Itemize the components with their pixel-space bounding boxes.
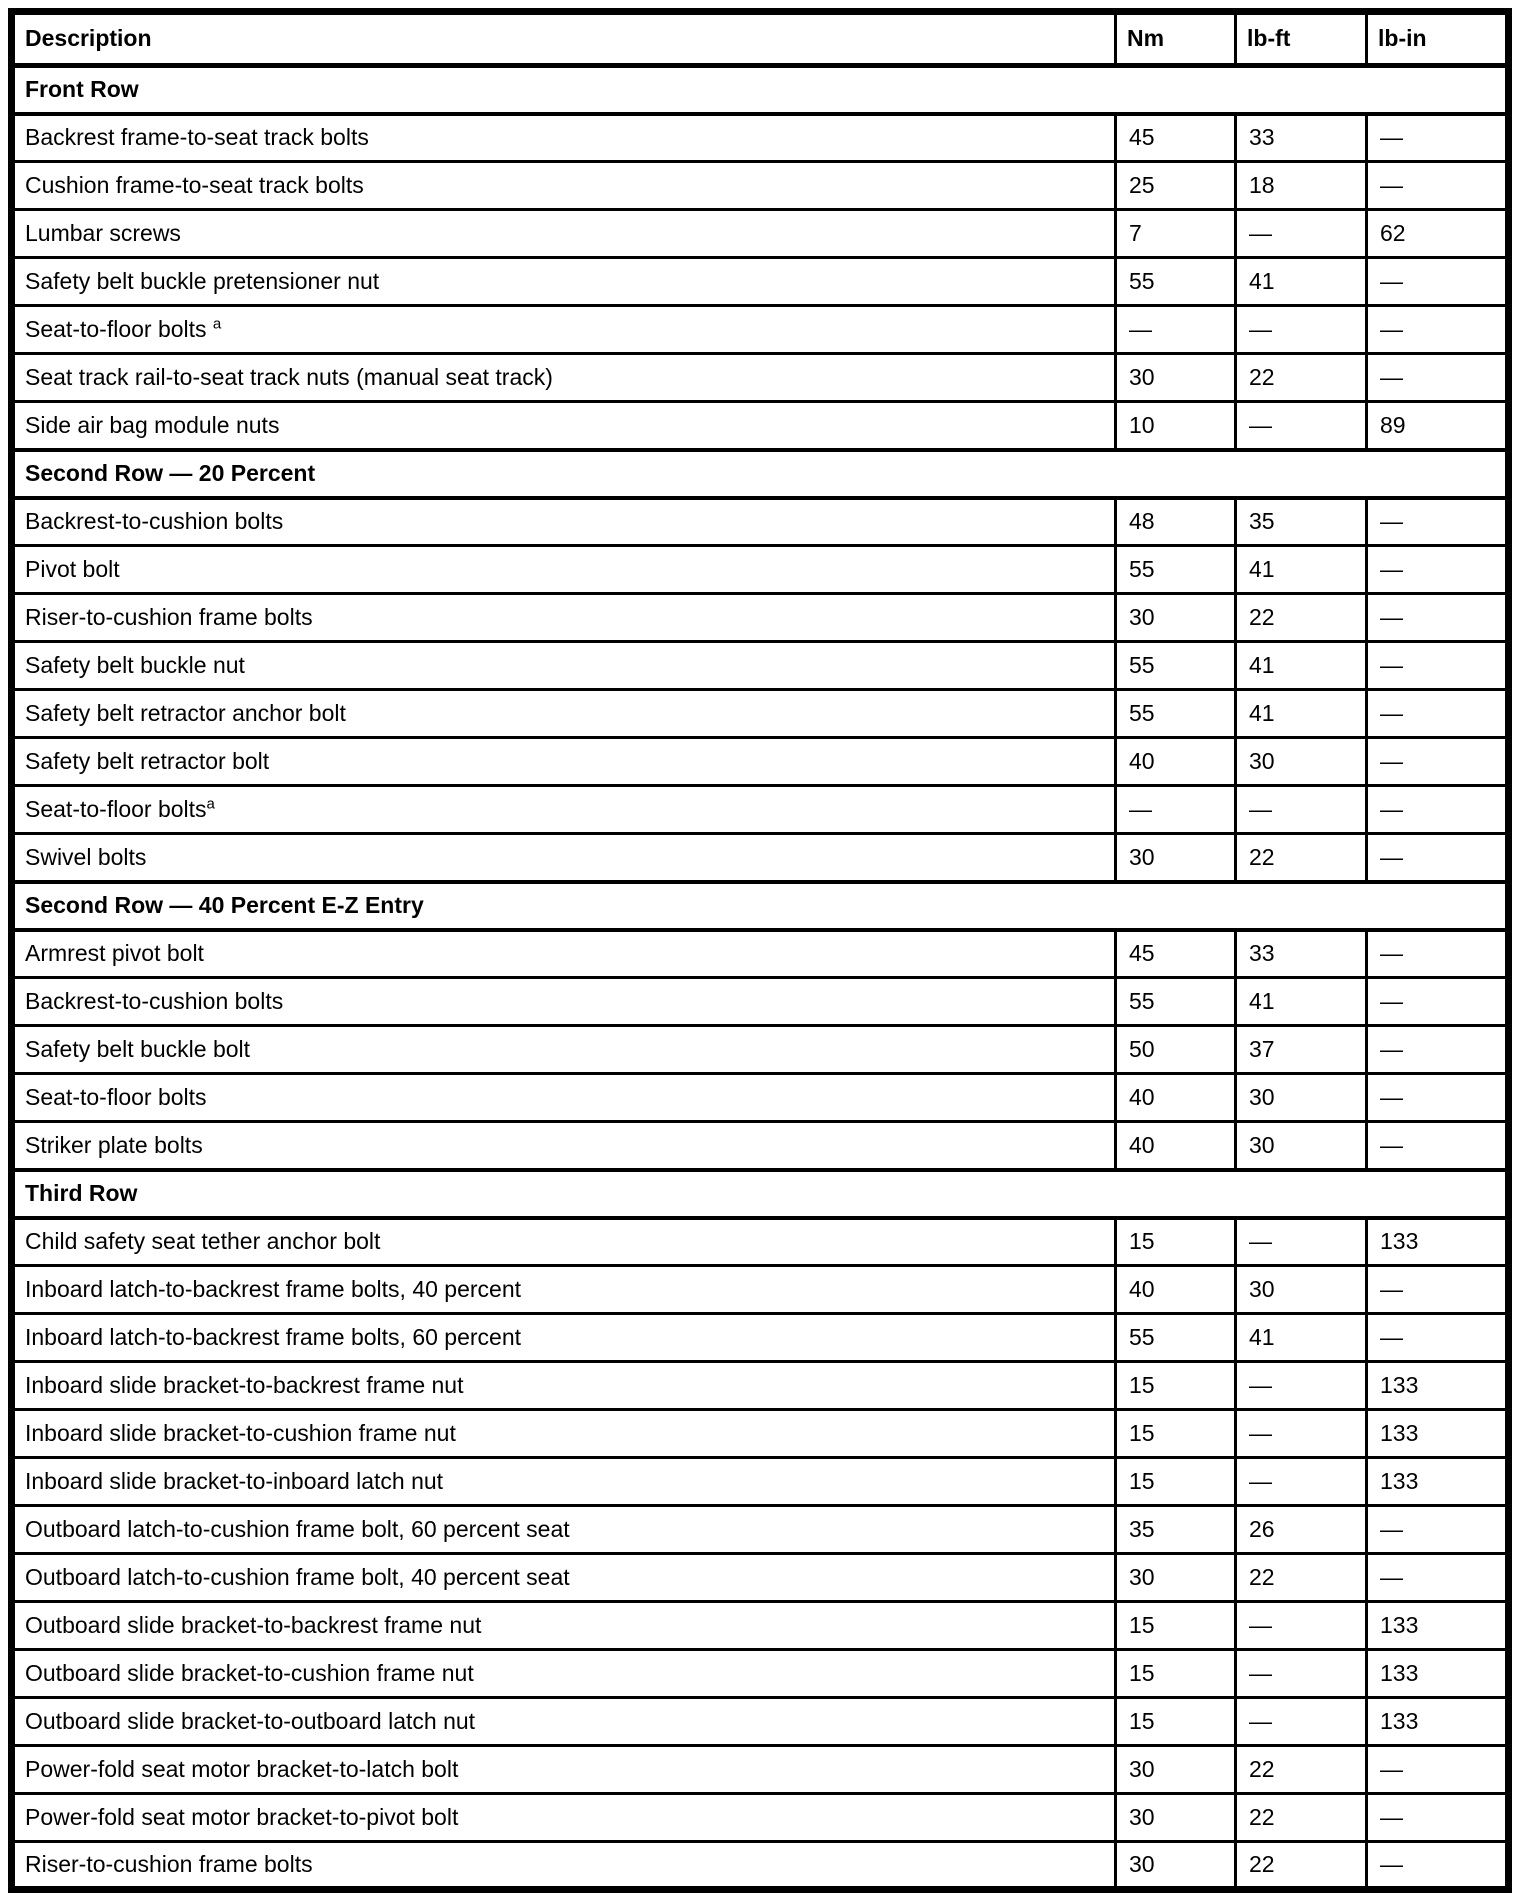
lbin-value-cell: — (1367, 786, 1509, 834)
description-text: Outboard slide bracket-to-cushion frame nut (25, 1659, 474, 1686)
lbft-value-cell: 41 (1236, 690, 1367, 738)
description-cell (12, 978, 1116, 1026)
description-text: Seat-to-floor bolts (25, 1083, 207, 1110)
description-cell (12, 1842, 1116, 1890)
lbin-value-cell: — (1367, 738, 1509, 786)
lbft-value-cell: 26 (1236, 1506, 1367, 1554)
table-row (12, 1410, 1509, 1458)
nm-value-cell: 7 (1116, 210, 1236, 258)
lbft-value-cell: 22 (1236, 354, 1367, 402)
table-row (12, 402, 1509, 450)
table-row (12, 978, 1509, 1026)
lbin-value-cell: — (1367, 306, 1509, 354)
table-row (12, 306, 1509, 354)
lbin-value-cell: — (1367, 1506, 1509, 1554)
table-row (12, 258, 1509, 306)
description-cell (12, 1794, 1116, 1842)
table-row (12, 1362, 1509, 1410)
lbin-value-cell: — (1367, 1314, 1509, 1362)
description-cell (12, 354, 1116, 402)
lbin-value-cell: — (1367, 1554, 1509, 1602)
description-text: Lumbar screws (25, 219, 181, 246)
lbft-value-cell: 41 (1236, 1314, 1367, 1362)
description-cell (12, 1650, 1116, 1698)
lbft-value-cell: 30 (1236, 738, 1367, 786)
lbft-value-cell: 41 (1236, 258, 1367, 306)
description-cell (12, 834, 1116, 882)
description-cell (12, 114, 1116, 162)
description-text: Backrest-to-cushion bolts (25, 987, 284, 1014)
lbin-value-cell: — (1367, 690, 1509, 738)
nm-value-cell: 15 (1116, 1602, 1236, 1650)
footnote-marker: a (212, 315, 222, 333)
lbft-value-cell: 41 (1236, 546, 1367, 594)
description-text: Seat-to-floor bolts (25, 315, 213, 342)
table-row (12, 498, 1509, 546)
description-text: Safety belt buckle nut (25, 651, 245, 678)
table-row (12, 1266, 1509, 1314)
nm-value-cell: 15 (1116, 1458, 1236, 1506)
lbft-value-cell: — (1236, 1410, 1367, 1458)
description-cell (12, 402, 1116, 450)
nm-value-cell: 45 (1116, 114, 1236, 162)
lbft-value-cell: 22 (1236, 594, 1367, 642)
description-text: Safety belt retractor anchor bolt (25, 699, 346, 726)
description-text: Backrest-to-cushion bolts (25, 508, 284, 535)
table-row (12, 1506, 1509, 1554)
description-cell (12, 1362, 1116, 1410)
nm-value-cell: 35 (1116, 1506, 1236, 1554)
table-row (12, 834, 1509, 882)
nm-value-cell: 30 (1116, 834, 1236, 882)
description-cell (12, 642, 1116, 690)
column-header-lbft: lb-ft (1236, 12, 1367, 66)
lbin-value-cell: 133 (1367, 1602, 1509, 1650)
lbin-value-cell: — (1367, 258, 1509, 306)
table-row (12, 1602, 1509, 1650)
section-header-row (12, 1170, 1509, 1218)
nm-value-cell: 30 (1116, 1794, 1236, 1842)
lbft-value-cell: 41 (1236, 978, 1367, 1026)
description-cell (12, 306, 1116, 354)
description-text: Backrest frame-to-seat track bolts (25, 124, 369, 151)
description-cell (12, 1746, 1116, 1794)
table-row (12, 1746, 1509, 1794)
table-row (12, 1218, 1509, 1266)
table-row (12, 210, 1509, 258)
description-cell (12, 594, 1116, 642)
table-row (12, 690, 1509, 738)
lbin-value-cell: — (1367, 642, 1509, 690)
lbft-value-cell: — (1236, 306, 1367, 354)
nm-value-cell: 15 (1116, 1410, 1236, 1458)
description-text: Inboard slide bracket-to-backrest frame nut (25, 1371, 464, 1398)
table-row (12, 114, 1509, 162)
description-cell (12, 162, 1116, 210)
table-header (12, 12, 1509, 66)
lbft-value-cell: 37 (1236, 1026, 1367, 1074)
section-header-row (12, 450, 1509, 498)
nm-value-cell: — (1116, 786, 1236, 834)
description-text: Seat track rail-to-seat track nuts (manual seat track) (25, 363, 553, 390)
description-text: Outboard slide bracket-to-outboard latch nut (25, 1707, 476, 1734)
description-text: Safety belt retractor bolt (25, 747, 270, 774)
lbin-value-cell: 133 (1367, 1698, 1509, 1746)
nm-value-cell: 55 (1116, 546, 1236, 594)
nm-value-cell: 30 (1116, 594, 1236, 642)
nm-value-cell: 30 (1116, 1554, 1236, 1602)
lbin-value-cell: — (1367, 1842, 1509, 1890)
description-cell (12, 258, 1116, 306)
lbin-value-cell: — (1367, 114, 1509, 162)
description-cell (12, 1506, 1116, 1554)
nm-value-cell: 55 (1116, 258, 1236, 306)
description-cell (12, 1602, 1116, 1650)
lbin-value-cell: — (1367, 1122, 1509, 1170)
description-cell (12, 1314, 1116, 1362)
lbft-value-cell: 30 (1236, 1074, 1367, 1122)
nm-value-cell: 30 (1116, 354, 1236, 402)
column-header-nm: Nm (1116, 12, 1236, 66)
description-cell (12, 930, 1116, 978)
lbin-value-cell: — (1367, 354, 1509, 402)
table-row (12, 642, 1509, 690)
table-row (12, 1074, 1509, 1122)
description-text: Cushion frame-to-seat track bolts (25, 171, 364, 198)
description-text: Seat-to-floor bolts (25, 795, 207, 822)
lbin-value-cell: — (1367, 162, 1509, 210)
description-cell (12, 1026, 1116, 1074)
nm-value-cell: 25 (1116, 162, 1236, 210)
lbin-value-cell: — (1367, 1794, 1509, 1842)
nm-value-cell: 55 (1116, 690, 1236, 738)
description-text: Outboard slide bracket-to-backrest frame nut (25, 1611, 482, 1638)
table-row (12, 1122, 1509, 1170)
nm-value-cell: 30 (1116, 1746, 1236, 1794)
lbft-value-cell: — (1236, 786, 1367, 834)
table-row (12, 594, 1509, 642)
lbin-value-cell: — (1367, 930, 1509, 978)
description-cell (12, 1074, 1116, 1122)
lbft-value-cell: 30 (1236, 1122, 1367, 1170)
table-row (12, 546, 1509, 594)
nm-value-cell: 15 (1116, 1218, 1236, 1266)
table-row (12, 1650, 1509, 1698)
table-row (12, 1314, 1509, 1362)
column-header-lbin: lb-in (1367, 12, 1509, 66)
table-row (12, 162, 1509, 210)
section-title: Front Row (12, 66, 1509, 114)
lbin-value-cell: — (1367, 498, 1509, 546)
nm-value-cell: 15 (1116, 1362, 1236, 1410)
description-text: Outboard latch-to-cushion frame bolt, 40 percent seat (25, 1563, 570, 1590)
section-title: Third Row (12, 1170, 1509, 1218)
description-cell (12, 738, 1116, 786)
lbin-value-cell: — (1367, 594, 1509, 642)
table-row (12, 1554, 1509, 1602)
description-text: Swivel bolts (25, 843, 147, 870)
lbft-value-cell: 22 (1236, 1794, 1367, 1842)
lbft-value-cell: 41 (1236, 642, 1367, 690)
lbin-value-cell: 133 (1367, 1218, 1509, 1266)
lbin-value-cell: 133 (1367, 1410, 1509, 1458)
lbin-value-cell: 89 (1367, 402, 1509, 450)
nm-value-cell: 15 (1116, 1698, 1236, 1746)
lbin-value-cell: — (1367, 1746, 1509, 1794)
description-cell (12, 210, 1116, 258)
nm-value-cell: 30 (1116, 1842, 1236, 1890)
lbin-value-cell: — (1367, 546, 1509, 594)
table-row (12, 786, 1509, 834)
nm-value-cell: 50 (1116, 1026, 1236, 1074)
table-row (12, 930, 1509, 978)
nm-value-cell: 55 (1116, 978, 1236, 1026)
description-text: Inboard slide bracket-to-cushion frame nut (25, 1419, 456, 1446)
footnote-marker: a (206, 795, 215, 813)
description-text: Inboard latch-to-backrest frame bolts, 60 percent (25, 1323, 522, 1350)
section-header-row (12, 66, 1509, 114)
lbft-value-cell: 22 (1236, 1842, 1367, 1890)
lbin-value-cell: 133 (1367, 1362, 1509, 1410)
table-row (12, 354, 1509, 402)
lbin-value-cell: 62 (1367, 210, 1509, 258)
description-text: Power-fold seat motor bracket-to-pivot bolt (25, 1803, 459, 1830)
description-cell (12, 1410, 1116, 1458)
description-text: Riser-to-cushion frame bolts (25, 1850, 313, 1877)
section-header-row (12, 882, 1509, 930)
nm-value-cell: — (1116, 306, 1236, 354)
description-cell (12, 1218, 1116, 1266)
description-text: Pivot bolt (25, 555, 120, 582)
header-row (12, 12, 1509, 66)
lbft-value-cell: 22 (1236, 1746, 1367, 1794)
lbin-value-cell: — (1367, 834, 1509, 882)
description-text: Child safety seat tether anchor bolt (25, 1228, 381, 1255)
description-text: Power-fold seat motor bracket-to-latch bolt (25, 1755, 459, 1782)
description-cell (12, 690, 1116, 738)
lbft-value-cell: — (1236, 210, 1367, 258)
nm-value-cell: 40 (1116, 1266, 1236, 1314)
description-text: Inboard latch-to-backrest frame bolts, 40 percent (25, 1275, 522, 1302)
lbin-value-cell: — (1367, 1266, 1509, 1314)
nm-value-cell: 40 (1116, 1122, 1236, 1170)
lbft-value-cell: — (1236, 1602, 1367, 1650)
table-row (12, 1458, 1509, 1506)
lbft-value-cell: 18 (1236, 162, 1367, 210)
nm-value-cell: 48 (1116, 498, 1236, 546)
lbin-value-cell: — (1367, 1026, 1509, 1074)
description-text: Side air bag module nuts (25, 411, 280, 438)
nm-value-cell: 55 (1116, 642, 1236, 690)
description-cell (12, 546, 1116, 594)
nm-value-cell: 10 (1116, 402, 1236, 450)
lbft-value-cell: — (1236, 402, 1367, 450)
lbin-value-cell: 133 (1367, 1650, 1509, 1698)
description-text: Safety belt buckle bolt (25, 1035, 251, 1062)
description-text: Striker plate bolts (25, 1131, 203, 1158)
table-row (12, 1794, 1509, 1842)
column-header-description: Description (12, 12, 1116, 66)
nm-value-cell: 55 (1116, 1314, 1236, 1362)
description-cell (12, 786, 1116, 834)
nm-value-cell: 40 (1116, 738, 1236, 786)
lbft-value-cell: — (1236, 1698, 1367, 1746)
description-text: Outboard latch-to-cushion frame bolt, 60 percent seat (25, 1515, 570, 1542)
description-cell (12, 1458, 1116, 1506)
table-row (12, 1698, 1509, 1746)
torque-specifications-table (8, 8, 1512, 1893)
nm-value-cell: 40 (1116, 1074, 1236, 1122)
section-title: Second Row — 20 Percent (12, 450, 1509, 498)
lbft-value-cell: 22 (1236, 1554, 1367, 1602)
table-body (12, 66, 1509, 1890)
section-title: Second Row — 40 Percent E-Z Entry (12, 882, 1509, 930)
lbin-value-cell: — (1367, 978, 1509, 1026)
lbin-value-cell: — (1367, 1074, 1509, 1122)
description-cell (12, 1122, 1116, 1170)
description-text: Riser-to-cushion frame bolts (25, 603, 313, 630)
lbin-value-cell: 133 (1367, 1458, 1509, 1506)
nm-value-cell: 45 (1116, 930, 1236, 978)
description-text: Safety belt buckle pretensioner nut (25, 267, 380, 294)
description-cell (12, 1698, 1116, 1746)
lbft-value-cell: 33 (1236, 114, 1367, 162)
lbft-value-cell: 33 (1236, 930, 1367, 978)
lbft-value-cell: — (1236, 1218, 1367, 1266)
table-row (12, 1026, 1509, 1074)
lbft-value-cell: — (1236, 1362, 1367, 1410)
lbft-value-cell: 22 (1236, 834, 1367, 882)
description-text: Inboard slide bracket-to-inboard latch nut (25, 1467, 444, 1494)
nm-value-cell: 15 (1116, 1650, 1236, 1698)
table-row (12, 1842, 1509, 1890)
description-text: Armrest pivot bolt (25, 940, 204, 967)
lbft-value-cell: 35 (1236, 498, 1367, 546)
lbft-value-cell: 30 (1236, 1266, 1367, 1314)
table-row (12, 738, 1509, 786)
lbft-value-cell: — (1236, 1650, 1367, 1698)
description-cell (12, 1266, 1116, 1314)
description-cell (12, 1554, 1116, 1602)
lbft-value-cell: — (1236, 1458, 1367, 1506)
description-cell (12, 498, 1116, 546)
